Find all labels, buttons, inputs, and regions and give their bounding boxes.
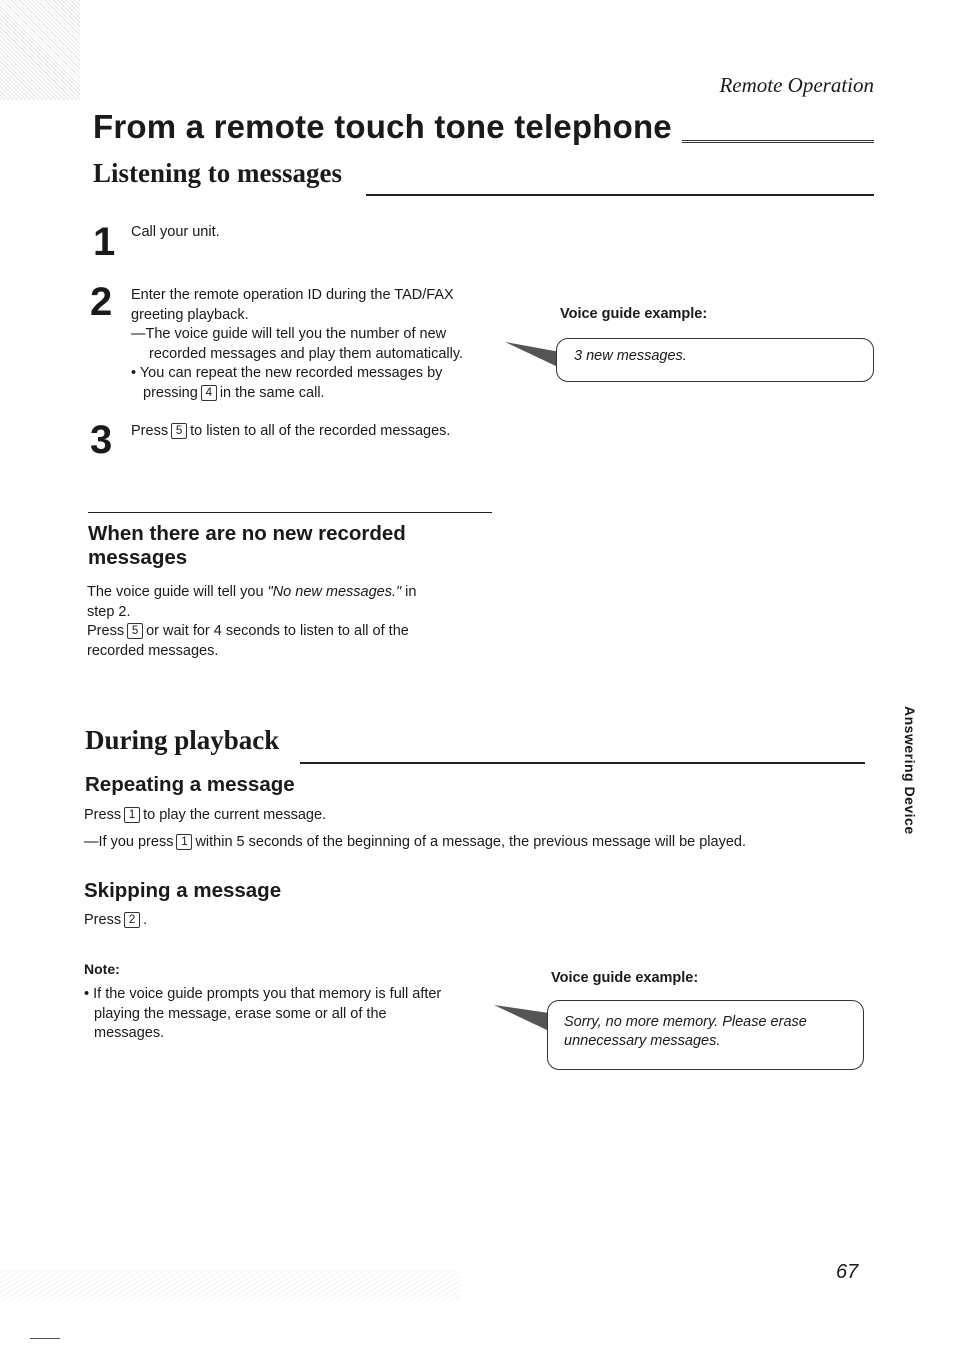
- scan-grain-bottom: [0, 1270, 460, 1300]
- step-2-bullet2-post: in the same call.: [219, 384, 325, 401]
- page-number: 67: [836, 1261, 859, 1283]
- step-2-dash2: recorded messages and play them automatically.: [149, 345, 464, 362]
- voice-guide-line1: Sorry, no more memory. Please erase: [564, 1014, 807, 1030]
- skip-line: [84, 911, 147, 931]
- subsection-rule-no-new: [88, 512, 492, 513]
- scan-grain-top: [0, 0, 80, 100]
- step-2-bullet2: [131, 384, 501, 404]
- no-new-line4: recorded messages.: [87, 642, 219, 659]
- speech-pointer-icon: [505, 340, 560, 370]
- no-new-line1-post: in: [401, 584, 417, 600]
- step-number-1: 1: [93, 220, 116, 264]
- repeat2-pre: —If you press: [84, 834, 174, 850]
- subsection-title-no-new: [88, 522, 406, 570]
- step-2-dash1: —The voice guide will tell you the number of new: [131, 326, 447, 342]
- no-new-line2: step 2.: [87, 603, 131, 620]
- no-new-line3-pre: Press: [87, 623, 125, 639]
- repeat-pre: Press: [84, 807, 122, 823]
- step-3-post: to listen to all of the recorded messages.: [190, 423, 451, 439]
- step-2-line2: greeting playback.: [131, 306, 249, 323]
- no-new-line3-post: or wait for 4 seconds to listen to all of the: [146, 623, 409, 639]
- voice-guide-line2: unnecessary messages.: [564, 1033, 721, 1049]
- voice-guide-text-2: [548, 1001, 863, 1051]
- key-5-icon: 5: [127, 623, 143, 639]
- step-3-text: [131, 422, 450, 442]
- key-1-icon: 1: [124, 807, 140, 823]
- note-line1: [84, 985, 484, 1005]
- step-2-text: [131, 286, 501, 403]
- no-new-line3: [87, 622, 467, 642]
- voice-guide-label-1: Voice guide example:: [560, 306, 708, 322]
- section-rule-playback: [300, 762, 865, 764]
- note-line2: playing the message, erase some or all of the: [94, 1005, 387, 1022]
- key-5-icon: 5: [171, 423, 187, 439]
- page-title: From a remote touch tone telephone: [93, 108, 672, 145]
- no-new-title-line1: When there are no new recorded: [88, 522, 406, 545]
- step-2-bullet1-text: You can repeat the new recorded messages by: [139, 365, 443, 381]
- note-line3: messages.: [94, 1025, 165, 1041]
- title-rule: [682, 140, 874, 143]
- step-3-pre: Press: [131, 423, 169, 439]
- repeat-post: to play the current message.: [143, 807, 327, 823]
- step-number-3: 3: [90, 418, 113, 462]
- repeat-line1: [84, 806, 326, 826]
- no-new-quote: "No new messages.": [267, 584, 402, 600]
- voice-guide-text-1: 3 new messages.: [574, 348, 687, 364]
- running-header: Remote Operation: [719, 73, 874, 97]
- section-rule-listening: [366, 194, 874, 196]
- voice-guide-label-2: Voice guide example:: [551, 970, 699, 986]
- no-new-body: [87, 583, 467, 661]
- side-tab-label: Answering Device: [902, 706, 918, 835]
- section-title-playback: During playback: [85, 725, 280, 755]
- key-4-icon: 4: [201, 385, 217, 401]
- skip-pre: Press: [84, 912, 122, 928]
- note-line1-text: If the voice guide prompts you that memory is full after: [93, 986, 442, 1002]
- key-2-icon: 2: [124, 912, 140, 928]
- speech-pointer-icon: [494, 1003, 549, 1033]
- step-2-bullet1: [131, 364, 501, 384]
- bullet-icon: •: [131, 365, 140, 381]
- step-number-2: 2: [90, 280, 113, 324]
- no-new-line1-pre: The voice guide will tell you: [87, 584, 268, 600]
- footer-mark: [30, 1338, 60, 1339]
- repeat-line2: [84, 833, 746, 853]
- key-1-icon: 1: [176, 834, 192, 850]
- step-2-bullet2-pre: pressing: [143, 384, 198, 401]
- no-new-line1: [87, 583, 467, 603]
- note-body: [84, 985, 484, 1044]
- bullet-icon: •: [84, 986, 94, 1002]
- subsection-title-skip: Skipping a message: [84, 879, 282, 902]
- side-tab-answering-device: [898, 706, 918, 846]
- no-new-title-line2: messages: [88, 546, 188, 569]
- voice-guide-bubble-2: [547, 1000, 864, 1070]
- step-1-text: Call your unit.: [131, 224, 220, 240]
- step-2-line1: Enter the remote operation ID during the TAD/FAX: [131, 287, 454, 303]
- section-title-listening: Listening to messages: [93, 158, 342, 188]
- subsection-title-repeat: Repeating a message: [85, 773, 295, 796]
- note-label: Note:: [84, 961, 120, 977]
- voice-guide-bubble-1: [556, 338, 874, 382]
- repeat2-post: within 5 seconds of the beginning of a message, the previous message will be played.: [195, 834, 746, 850]
- skip-post: .: [143, 912, 148, 928]
